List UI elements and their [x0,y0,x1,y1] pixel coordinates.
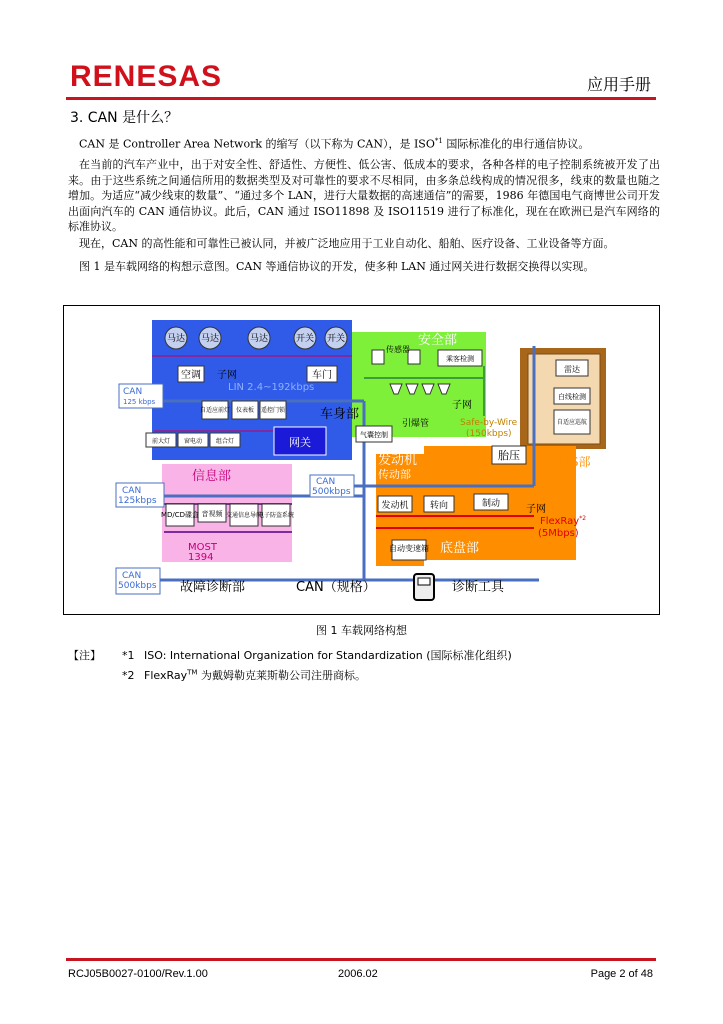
paragraph-1: CAN 是 Controller Area Network 的缩写（以下称为 CAN），是 ISO$^{*1}$ 国际标准化的串行通信协议。 [79,137,590,151]
network-diagram [64,306,659,614]
most-label: MOST [188,542,217,553]
safe-by-wire: Safe-by-Wire [460,418,518,428]
gateway-label: 网关 [289,436,311,449]
can125b-speed: 125kbps [118,496,157,506]
can125-speed: 125 kbps [123,398,156,406]
ac-label: 空调 [181,370,201,381]
anti-theft-label: 电子防盗系统 [257,512,295,519]
diag-part-label: 故障诊断部 [180,580,246,595]
steering-label: 转向 [429,501,449,511]
safety-subnet-label: 子网 [452,400,472,411]
safe-speed: (150kbps) [466,429,512,439]
figure-caption: 图 1 车载网络构想 [316,624,407,637]
can-spec-label: CAN（规格） [296,580,376,595]
can125b-label: CAN [122,486,142,496]
section-title: 3. CAN 是什么？ [70,110,179,126]
info-part-label: 信息部 [192,469,232,484]
can125-label: CAN [123,387,143,397]
av-label: 音视频 [201,510,223,518]
doc-date: 2006.02 [338,968,378,980]
can500b-label: CAN [122,571,142,581]
combo-lamp: 组合灯 [215,438,235,445]
most-1394-label: 1394 [188,552,214,563]
safety-part-label: 安全部 [418,333,458,348]
airbag-label: 气囊控制 [360,431,388,439]
md-cd-label: MD/CD碟盒 [160,511,200,519]
occupant-label: 乘客检测 [446,355,474,363]
document-type: 应用手册 [586,75,651,94]
motor-1: 马达 [166,334,186,344]
can500-speed: 500kbps [312,487,351,497]
page-number: Page 2 of 48 [590,968,653,980]
flexray-speed: (5Mbps) [538,528,579,539]
diag-tool-label: 诊断工具 [452,580,505,595]
body-subnet-label: 子网 [217,370,237,381]
engine-part-label-2: 传动部 [378,468,411,481]
can500b-speed: 500kbps [118,581,157,591]
paragraph-3: 现在，CAN 的高性能和可靠性已被认同，并被广泛地应用于工业自动化、船舶、医疗设备、工业设备等方面。 [79,237,615,250]
can500-label: CAN [316,477,336,487]
chassis-subnet-label: 子网 [526,504,546,515]
nav-label: 交通信息导航 [225,512,263,519]
flexray-label: FlexRay$^{*2}$ [540,515,587,527]
chassis-part-label: 底盘部 [440,541,480,556]
motor-2: 马达 [200,334,220,344]
note-2: FlexRay™ 为戴姆勒克莱斯勒公司注册商标。 [144,668,366,682]
nav-lamp: 自适应前灯 [199,407,231,414]
radar-label: 雷达 [564,365,580,374]
switch-2: 开关 [326,334,346,344]
switch-1: 开关 [295,334,315,344]
paragraph-4: 图 1 是车载网络的构想示意图。CAN 等通信协议的开发，使多种 LAN 通过网关进行数据交换得以实现。 [79,260,595,273]
door-label: 车门 [312,370,332,381]
footer-divider [66,958,656,961]
sensor-label: 传感器 [386,345,410,354]
motor-3: 马达 [249,334,269,344]
lin-label: LIN 2.4~192kbps [228,382,315,393]
cruise-label: 自适应巡航 [556,419,588,426]
engine-part-label: 发动机 [378,453,418,468]
can-network-figure [63,305,660,615]
headlamp: 前大灯 [151,438,171,445]
renesas-logo: RENESAS [70,60,223,93]
notes: 【注】 *1 ISO: International Organization for Standardization (国际标准化组织) *2 FlexRay™ 为戴姆勒克莱斯勒公司注册商标。 [68,649,512,682]
its-part-label: ITS部 [560,455,591,469]
remote-door: 遥控门锁 [260,407,286,414]
instrument: 仪表板 [235,407,255,414]
header-divider [66,97,656,100]
brake-label: 制动 [481,499,501,509]
auto-trans-label: 自动变速箱 [389,544,429,553]
wireless-label: 白线检测 [558,393,586,401]
doc-number: RCJ05B0027-0100/Rev.1.00 [68,968,208,980]
notes-label: 【注】 [68,649,101,662]
tire-label: 胎压 [498,449,520,462]
body-part-label: 车身部 [320,407,360,422]
squib-label: 引爆管 [402,419,430,429]
note-1: ISO: International Organization for Standardization (国际标准化组织) [144,649,512,662]
engine-label: 发动机 [381,501,409,511]
paragraph-2: 在当前的汽车产业中，出于对安全性、舒适性、方便性、低公害、低成本的要求，各种各样的电子控制系统被开发了出来。由于这些系统之间通信所用的数据类型及对可靠性的要求不尽相同，由多条总线构成的情况很多，线束的数量也随之增加。为适应“减少线束的数量”、“通过多个 LAN，进行大量数据的高速通信”的需要，1986 年德国电气商博世公司开发出面向汽车的 CAN 通信协议。此后，CAN 通过 ISO11898 及 ISO11519 进行了标准化，现在在欧洲已是汽车网络的标准协议。 [68,158,660,233]
window: 窗电动 [183,438,203,445]
